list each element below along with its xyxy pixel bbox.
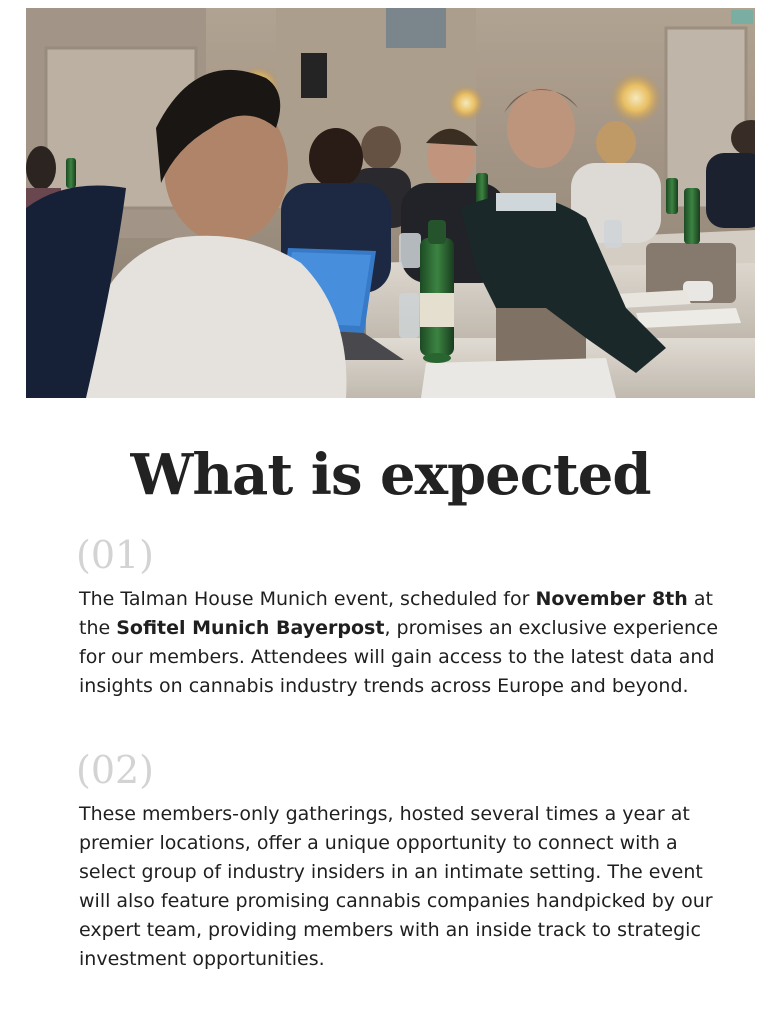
item-description: [79, 585, 719, 701]
item-text-run: at the: [79, 588, 713, 639]
item-text-highlight: November 8th: [535, 588, 688, 610]
item-description: [79, 800, 719, 974]
page-headline: What is expected: [130, 442, 651, 508]
conference-photo-illustration: [26, 8, 755, 398]
item-text-highlight: Sofitel Munich Bayerpost: [116, 617, 385, 639]
item-text-run: These members-only gatherings, hosted several times a year at premier locations, offer a unique opportunity to connect with a select group of industry insiders in an intimate setting. The event will also feature promising cannabis companies handpicked by our expert team, providing members with an inside track to strategic investment opportunities.: [79, 803, 713, 970]
item-text-run: , promises an exclusive experience for our members. Attendees will gain access to the latest data and insights on cannabis industry trends across Europe and beyond.: [79, 617, 719, 697]
conference-photo: [26, 8, 755, 398]
item-number: (01): [76, 533, 155, 577]
item-number: (02): [76, 748, 155, 792]
item-text-run: The Talman House Munich event, scheduled for: [79, 588, 536, 610]
